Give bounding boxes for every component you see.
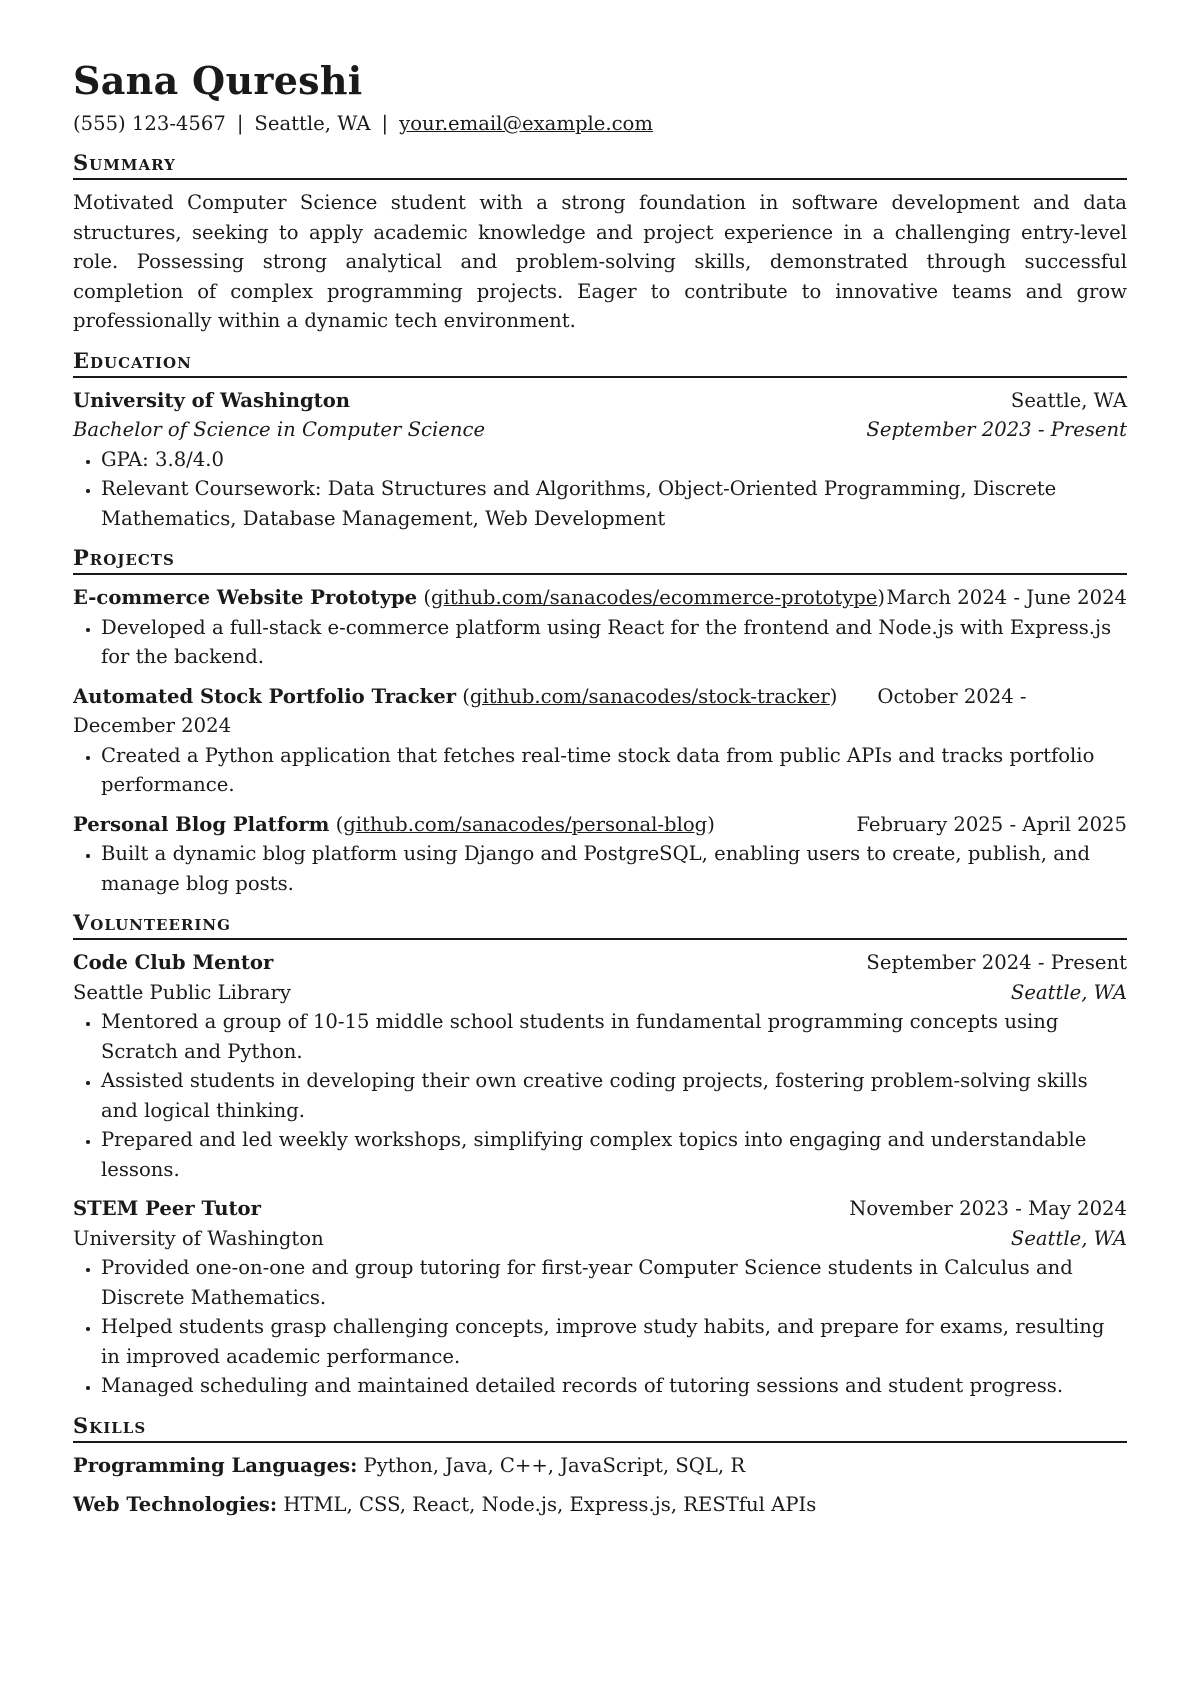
phone-number: (555) 123-4567 xyxy=(73,112,226,135)
volunteer-location: Seattle, WA xyxy=(1010,1226,1127,1250)
education-dates: September 2023 - Present xyxy=(866,418,1127,441)
volunteer-org-row xyxy=(73,1224,1127,1254)
volunteer-org: Seattle Public Library xyxy=(73,980,291,1004)
section-heading-summary: Summary xyxy=(73,150,1127,180)
skill-value: HTML, CSS, React, Node.js, Express.js, RESTful APIs xyxy=(283,1493,817,1516)
volunteer-entry xyxy=(73,948,1127,1184)
volunteering-section xyxy=(73,910,1127,1401)
degree-name: Bachelor of Science in Computer Science xyxy=(73,418,486,441)
contact-line xyxy=(73,109,1127,138)
skill-label: Web Technologies: xyxy=(73,1493,278,1516)
school-name: University of Washington xyxy=(73,388,351,412)
summary-section xyxy=(73,150,1127,336)
volunteer-org: University of Washington xyxy=(73,1226,324,1250)
list-item: • Created a Python application that fetches real-time stock data from public APIs and tracks portfolio performance. xyxy=(101,741,1127,800)
project-dates: February 2025 - April 2025 xyxy=(856,812,1127,836)
skills-section xyxy=(73,1413,1127,1520)
education-section xyxy=(73,348,1127,534)
project-entry xyxy=(73,682,1127,800)
project-bullets xyxy=(73,741,1127,800)
list-item: • Mentored a group of 10-15 middle school students in fundamental programming concepts using Scratch and Python. xyxy=(101,1007,1127,1066)
contact-separator: | xyxy=(236,112,244,135)
location-text: Seattle, WA xyxy=(254,112,371,135)
project-dates: October 2024 - December 2024 xyxy=(73,684,1027,737)
volunteer-role: STEM Peer Tutor xyxy=(73,1197,261,1220)
project-name: E-commerce Website Prototype xyxy=(73,586,418,609)
project-dates: March 2024 - June 2024 xyxy=(886,586,1127,609)
list-item: • Managed scheduling and maintained detailed records of tutoring sessions and student progress. xyxy=(101,1371,1127,1401)
project-link[interactable]: github.com/sanacodes/stock-tracker xyxy=(469,684,830,708)
project-title-line: Personal Blog Platform (github.com/sanacodes/personal-blog) xyxy=(73,812,715,836)
section-heading-volunteering: Volunteering xyxy=(73,910,1127,940)
project-title-line: Automated Stock Portfolio Tracker (github.com/sanacodes/stock-tracker) xyxy=(73,684,838,708)
volunteer-header-row xyxy=(73,1194,1127,1224)
project-header-row xyxy=(73,682,1127,741)
project-entry xyxy=(73,583,1127,672)
list-item: • Provided one-on-one and group tutoring for first-year Computer Science students in Calculus and Discrete Mathematics. xyxy=(101,1253,1127,1312)
volunteer-header-row xyxy=(73,948,1127,978)
project-title-line: E-commerce Website Prototype (github.com/sanacodes/ecommerce-prototype) xyxy=(73,586,886,609)
skill-line xyxy=(73,1451,1127,1481)
project-link[interactable]: github.com/sanacodes/personal-blog xyxy=(343,812,708,836)
candidate-name: Sana Qureshi xyxy=(73,58,363,103)
project-name: Automated Stock Portfolio Tracker xyxy=(73,684,457,708)
section-heading-skills: Skills xyxy=(73,1413,1127,1443)
education-degree-row xyxy=(73,415,1127,445)
education-bullets xyxy=(73,445,1127,534)
project-header-row xyxy=(73,583,1127,613)
volunteer-org-row xyxy=(73,978,1127,1008)
summary-text: Motivated Computer Science student with a strong foundation in software development and data structures, seeking to apply academic knowledge and project experience in a challenging entry-level role. Possessing strong analytical and problem-solving skills, demonstrated through successful completion of complex programming projects. Eager to contribute to innovative teams and grow professionally within a dynamic tech environment. xyxy=(73,191,1127,332)
list-item: • Built a dynamic blog platform using Django and PostgreSQL, enabling users to create, publish, and manage blog posts. xyxy=(101,839,1127,898)
contact-separator: | xyxy=(381,112,389,135)
project-bullets xyxy=(73,613,1127,672)
volunteer-bullets xyxy=(73,1253,1127,1401)
skill-label: Programming Languages: xyxy=(73,1453,358,1477)
list-item: • Assisted students in developing their own creative coding projects, fostering problem-solving skills and logical thinking. xyxy=(101,1066,1127,1125)
list-item: • Prepared and led weekly workshops, simplifying complex topics into engaging and understandable lessons. xyxy=(101,1125,1127,1184)
volunteer-dates: November 2023 - May 2024 xyxy=(849,1197,1127,1220)
list-item: • Helped students grasp challenging concepts, improve study habits, and prepare for exams, resulting in improved academic performance. xyxy=(101,1312,1127,1371)
volunteer-dates: September 2024 - Present xyxy=(866,951,1127,974)
list-item: • Relevant Coursework: Data Structures and Algorithms, Object-Oriented Programming, Discrete Mathematics, Database Management, Web Development xyxy=(101,474,1127,533)
section-heading-projects: Projects xyxy=(73,545,1127,575)
education-header-row xyxy=(73,386,1127,416)
resume-page xyxy=(73,58,1127,1532)
email-link[interactable]: your.email@example.com xyxy=(399,112,653,135)
list-item: • GPA: 3.8/4.0 xyxy=(101,445,1127,475)
skill-line xyxy=(73,1490,1127,1520)
volunteer-entry xyxy=(73,1194,1127,1401)
section-heading-education: Education xyxy=(73,348,1127,378)
project-entry xyxy=(73,810,1127,899)
school-location: Seattle, WA xyxy=(1010,388,1127,412)
projects-section xyxy=(73,545,1127,898)
project-header-row xyxy=(73,810,1127,840)
skill-value: Python, Java, C++, JavaScript, SQL, R xyxy=(363,1453,746,1477)
project-bullets xyxy=(73,839,1127,898)
project-link[interactable]: github.com/sanacodes/ecommerce-prototype xyxy=(431,586,878,609)
project-name: Personal Blog Platform xyxy=(73,812,330,836)
volunteer-role: Code Club Mentor xyxy=(73,951,274,974)
volunteer-location: Seattle, WA xyxy=(1010,980,1127,1004)
volunteer-bullets xyxy=(73,1007,1127,1184)
list-item: • Developed a full-stack e-commerce platform using React for the frontend and Node.js with Express.js for the backend. xyxy=(101,613,1127,672)
